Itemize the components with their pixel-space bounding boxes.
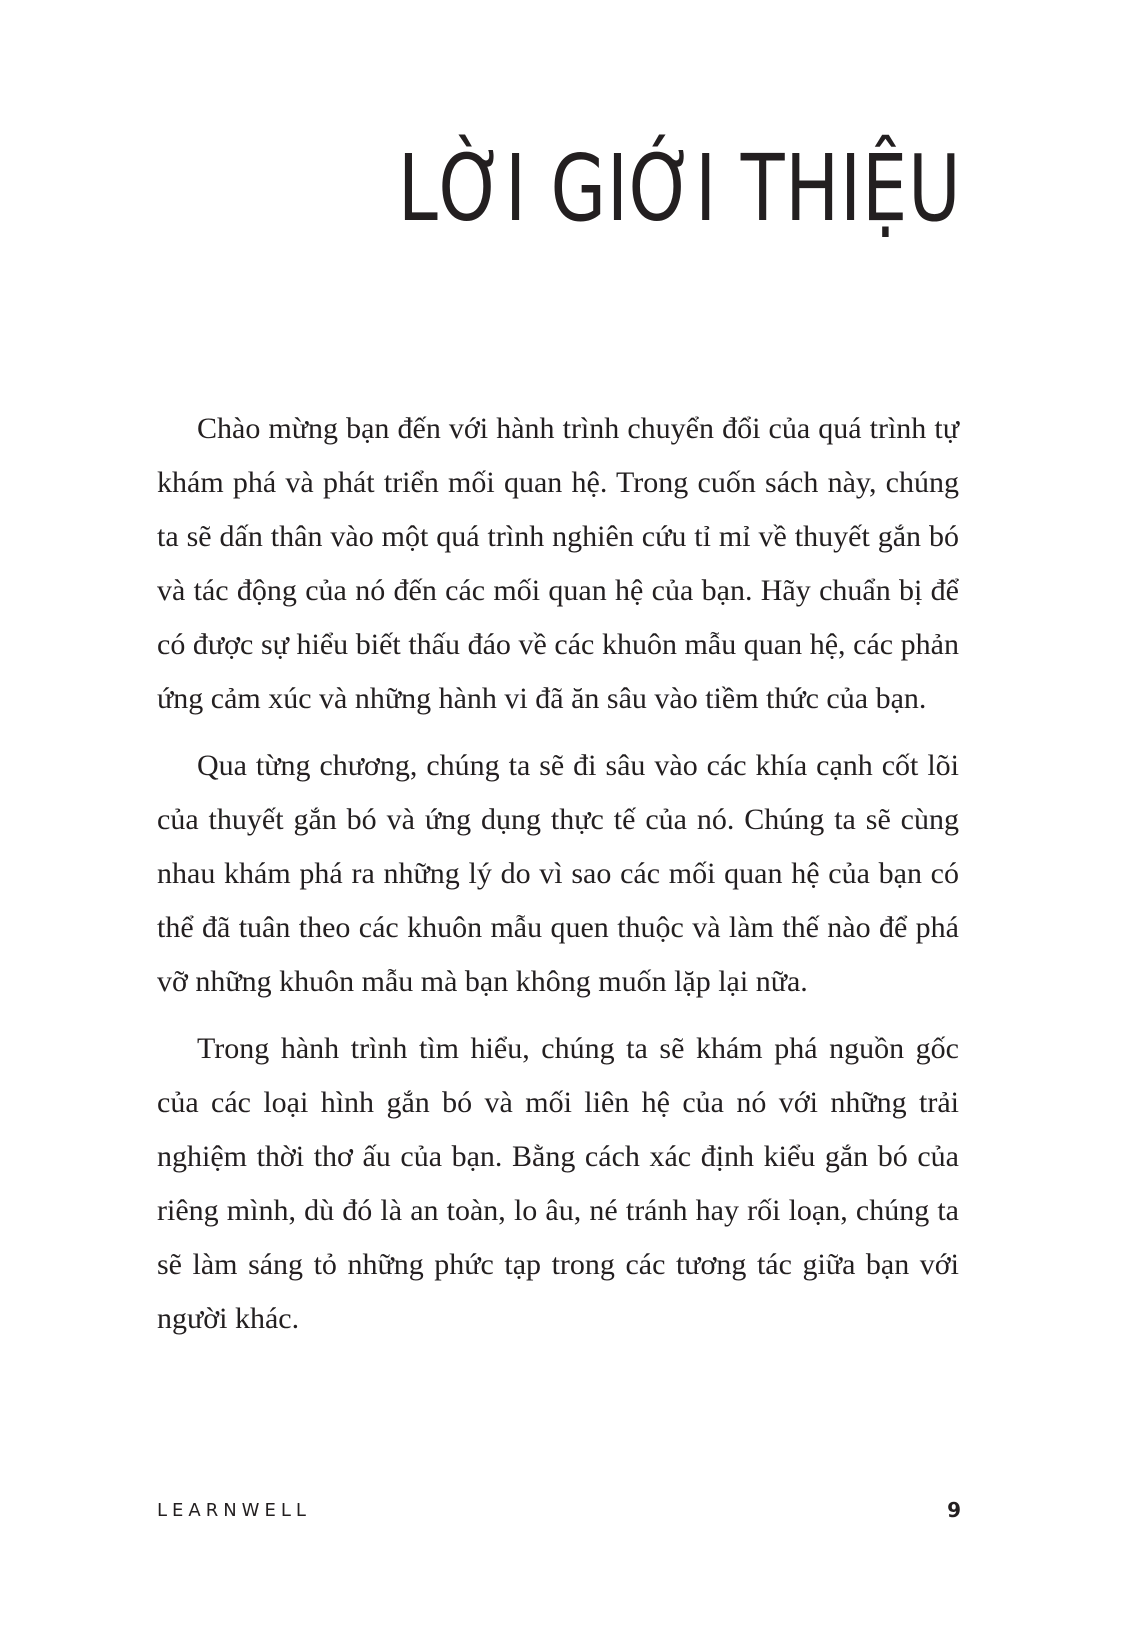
paragraph-3: Trong hành trình tìm hiểu, chúng ta sẽ khám phá nguồn gốc của các loại hình gắn bó và mối liên hệ của nó với những trải nghiệm thời thơ ấu của bạn. Bằng cách xác định kiểu gắn bó của riêng mình, dù đó là an toàn, lo âu, né tránh hay rối loạn, chúng ta sẽ làm sáng tỏ những phức tạp trong các tương tác giữa bạn với người khác. xyxy=(157,1032,959,1335)
page-number: 9 xyxy=(947,1498,961,1522)
paragraph-1: Chào mừng bạn đến với hành trình chuyển đổi của quá trình tự khám phá và phát triển mối quan hệ. Trong cuốn sách này, chúng ta sẽ dấn thân vào một quá trình nghiên cứu tỉ mỉ về thuyết gắn bó và tác động của nó đến các mối quan hệ của bạn. Hãy chuẩn bị để có được sự hiểu biết thấu đáo về các khuôn mẫu quan hệ, các phản ứng cảm xúc và những hành vi đã ăn sâu vào tiềm thức của bạn. xyxy=(157,412,959,715)
publisher-footer: LEARNWELL xyxy=(157,1500,311,1521)
chapter-title: LỜI GIỚI THIỆU xyxy=(397,135,961,242)
paragraph-2: Qua từng chương, chúng ta sẽ đi sâu vào các khía cạnh cốt lõi của thuyết gắn bó và ứng dụng thực tế của nó. Chúng ta sẽ cùng nhau khám phá ra những lý do vì sao các mối quan hệ của bạn có thể đã tuân theo các khuôn mẫu quen thuộc và làm thế nào để phá vỡ những khuôn mẫu mà bạn không muốn lặp lại nữa. xyxy=(157,749,959,998)
body-text xyxy=(157,402,959,1359)
